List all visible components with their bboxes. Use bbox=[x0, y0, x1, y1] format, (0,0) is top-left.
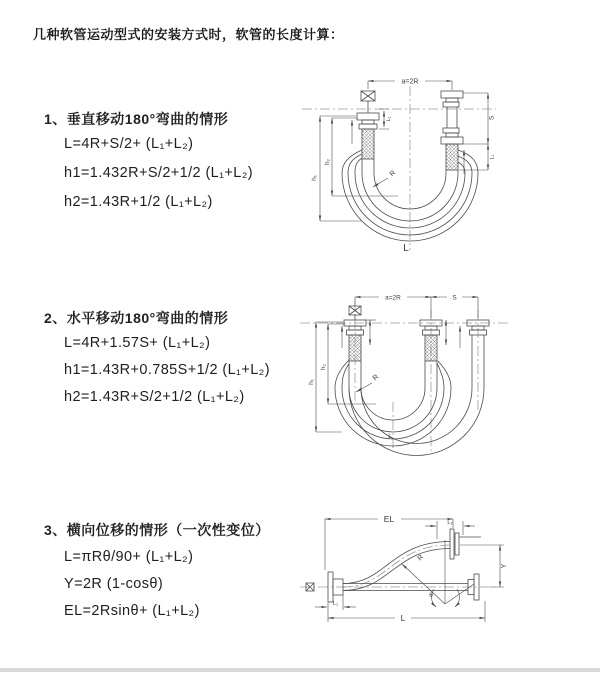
dim-label-h2: h₂ bbox=[324, 158, 331, 166]
scan-edge-artifact bbox=[0, 668, 600, 672]
center-lines bbox=[302, 86, 496, 250]
dim-label-s: S bbox=[452, 294, 457, 302]
section-1-formula-h1: h1=1.432R+S/2+1/2 (L₁+L₂) bbox=[64, 165, 254, 181]
hose-drawing bbox=[306, 529, 481, 602]
dim-label-h2: h₂ bbox=[320, 363, 327, 371]
dim-label-y: Y bbox=[501, 563, 508, 569]
section-2-formula-l: L=4R+1.57S+ (L₁+L₂) bbox=[64, 335, 211, 351]
dim-label-l1-left: L₁ bbox=[386, 116, 392, 122]
diagram-lateral-displacement bbox=[298, 498, 598, 655]
section-2-formula-h2: h2=1.43R+S/2+1/2 (L₁+L₂) bbox=[64, 389, 245, 405]
diagram-vertical-180-bend bbox=[300, 58, 550, 256]
section-2-formula-h1: h1=1.43R+0.785S+1/2 (L₁+L₂) bbox=[64, 362, 270, 378]
dim-label-r: R bbox=[371, 373, 381, 383]
dim-label-width: a=2R bbox=[385, 294, 401, 302]
dim-label-l: L bbox=[388, 433, 392, 440]
dimension-lines bbox=[320, 78, 488, 221]
dim-label-l1-right: L₁ bbox=[489, 154, 496, 160]
dimension-lines bbox=[315, 519, 504, 622]
dim-label-r: R bbox=[416, 553, 426, 563]
page-title: 几种软管运动型式的安装方式时，软管的长度计算： bbox=[33, 27, 344, 42]
dim-label-r: R bbox=[388, 169, 398, 179]
center-lines bbox=[300, 545, 494, 587]
section-3-heading: 3、横向位移的情形（一次性变位） bbox=[44, 522, 270, 538]
hose-drawing bbox=[335, 306, 489, 455]
section-1-formula-l: L=4R+S/2+ (L₁+L₂) bbox=[64, 136, 194, 152]
section-1-heading: 1、垂直移动180°弯曲的情形 bbox=[44, 111, 229, 127]
section-3-formula-y: Y=2R (1-cosθ) bbox=[64, 576, 164, 592]
dim-label-h1: h₁ bbox=[308, 379, 315, 385]
dim-label-l2: L₂ bbox=[447, 520, 453, 526]
dim-label-theta: θ bbox=[429, 592, 433, 599]
dim-label-el: EL bbox=[383, 514, 395, 524]
diagram-horizontal-180-bend bbox=[298, 282, 550, 460]
section-1-formula-h2: h2=1.43R+1/2 (L₁+L₂) bbox=[64, 194, 213, 210]
dim-label-width: a=2R bbox=[401, 78, 419, 86]
dim-label-h1: h₁ bbox=[311, 175, 318, 181]
section-3-formula-l: L=πRθ/90+ (L₁+L₂) bbox=[64, 549, 194, 565]
dim-label-l: L bbox=[403, 243, 409, 254]
dim-label-s: S bbox=[488, 115, 496, 121]
dim-label-l: L bbox=[400, 613, 406, 623]
dim-label-l1: L₁ bbox=[333, 601, 338, 607]
section-2-heading: 2、水平移动180°弯曲的情形 bbox=[44, 310, 229, 326]
section-3-formula-el: EL=2Rsinθ+ (L₁+L₂) bbox=[64, 603, 200, 619]
